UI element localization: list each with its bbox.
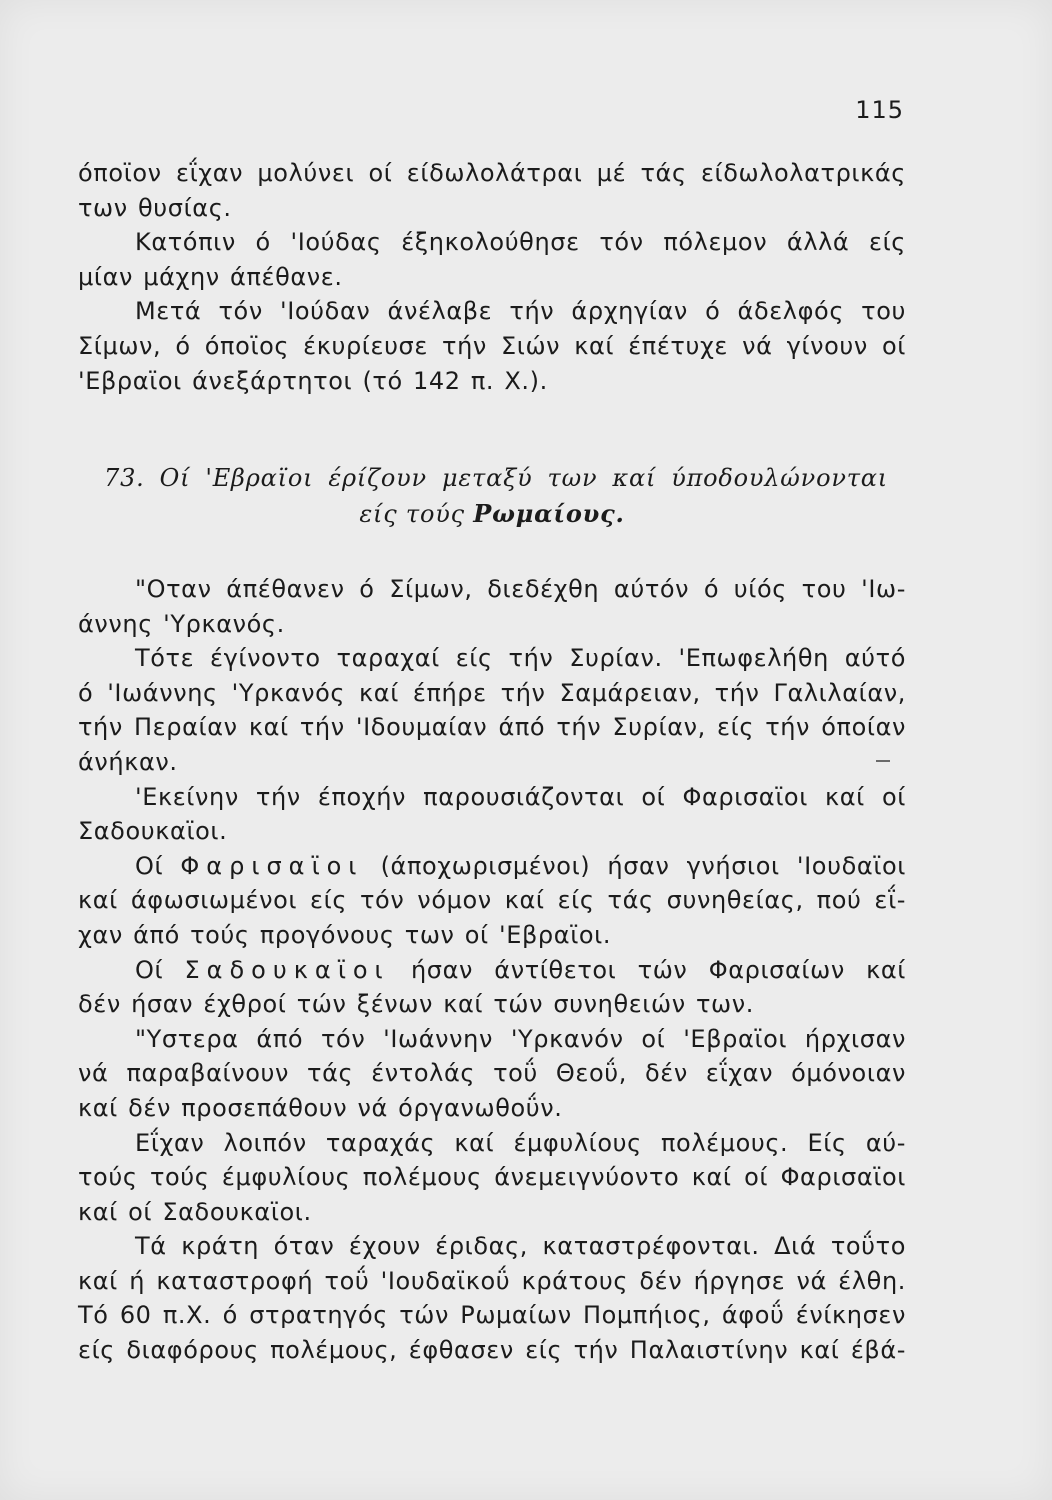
text-line: Εΐχαν λοιπόν ταραχάς καί έμφυλίους πολέμους. Είς αύ-: [135, 1128, 906, 1157]
text-line: Σίμων, ό όποϊος έκυρίευσε τήν Σιών καί έπέτυχε νά γίνουν οί: [78, 331, 906, 360]
paragraph-block-top: [78, 156, 906, 398]
heading-title-bold: Ρωμαίους.: [473, 499, 625, 528]
text-line: χαν άπό τούς προγόνους των οί 'Εβραϊοι.: [78, 920, 612, 949]
text-line: 'Εβραϊοι άνεξάρτητοι (τό 142 π. Χ.).: [78, 366, 548, 395]
section-heading: [78, 460, 906, 532]
text-line: καί ή καταστροφή τοΰ 'Ιουδαϊκοΰ κράτους δέν ήργησε νά έλθη.: [78, 1266, 906, 1295]
text-line: είς διαφόρους πολέμους, έφθασεν είς τήν Παλαιστίνην καί έβά-: [78, 1336, 906, 1365]
text-line: [78, 849, 906, 884]
sadducees-prefix: Οί: [135, 955, 164, 984]
heading-line-1: [78, 460, 906, 496]
paragraph-block-body: [78, 572, 906, 1368]
text-line: Τά κράτη όταν έχουν έριδας, καταστρέφονται. Διά τοΰτο: [135, 1232, 906, 1261]
text-line: των θυσίας.: [78, 193, 232, 222]
text-line: τούς τούς έμφυλίους πολέμους άνεμειγνύοντο καί οί Φαρισαϊοι: [78, 1163, 906, 1192]
page-number: 115: [855, 96, 904, 124]
text-line: καί δέν προσεπάθουν νά όργανωθοΰν.: [78, 1093, 563, 1122]
print-mark: [876, 760, 890, 762]
text-line: καί άφωσιωμένοι είς τόν νόμον καί είς τάς συνηθείας, πού εΐ-: [78, 886, 906, 915]
pharisees-definition: (άποχωρισμένοι) ήσαν γνήσιοι 'Ιουδαϊοι: [380, 851, 907, 880]
text-line: Σαδουκαϊοι.: [78, 817, 228, 846]
heading-line-2: [78, 496, 906, 532]
sadducees-term: Σαδουκαϊοι: [184, 955, 390, 984]
pharisees-prefix: Οί: [135, 851, 164, 880]
heading-title-part: είς τούς: [359, 500, 465, 528]
text-line: [78, 953, 906, 988]
text-line: Κατόπιν ό 'Ιούδας έξηκολούθησε τόν πόλεμον άλλά είς: [135, 228, 906, 257]
text-line: άννης 'Υρκανός.: [78, 609, 285, 638]
section-number: 73.: [104, 464, 145, 492]
text-line: ό 'Ιωάννης 'Υρκανός καί έπήρε τήν Σαμάρειαν, τήν Γαλιλαίαν,: [78, 678, 906, 707]
sadducees-definition: ήσαν άντίθετοι τών Φαρισαίων καί: [410, 955, 907, 984]
text-line: μίαν μάχην άπέθανε.: [78, 262, 343, 291]
text-line: "Υστερα άπό τόν 'Ιωάννην 'Υρκανόν οί 'Εβραϊοι ήρχισαν: [135, 1024, 906, 1053]
text-line: νά παραβαίνουν τάς έντολάς τοΰ Θεοΰ, δέν εΐχαν όμόνοιαν: [78, 1059, 906, 1088]
text-line: "Οταν άπέθανεν ό Σίμων, διεδέχθη αύτόν ό υίός του 'Ιω-: [135, 575, 906, 603]
text-line: καί οί Σαδουκαϊοι.: [78, 1197, 312, 1226]
heading-title-part: Οί 'Εβραϊοι έρίζουν μεταξύ των καί ύποδουλώνονται: [159, 464, 888, 492]
text-line: τήν Περαίαν καί τήν 'Ιδουμαίαν άπό τήν Συρίαν, είς τήν όποίαν: [78, 713, 906, 742]
text-line: Τότε έγίνοντο ταραχαί είς τήν Συρίαν. 'Επωφελήθη αύτό: [135, 644, 906, 673]
text-line: 'Εκείνην τήν έποχήν παρουσιάζονται οί Φαρισαϊοι καί οί: [135, 782, 906, 811]
pharisees-term: Φαρισαϊοι: [180, 851, 364, 880]
text-line: Μετά τόν 'Ιούδαν άνέλαβε τήν άρχηγίαν ό άδελφός του: [135, 297, 906, 326]
text-line: όποϊον εΐχαν μολύνει οί είδωλολάτραι μέ τάς είδωλολατρικάς: [78, 159, 906, 187]
text-line: άνήκαν.: [78, 747, 178, 776]
text-line: Τό 60 π.Χ. ό στρατηγός τών Ρωμαίων Πομπήιος, άφοΰ ένίκησεν: [78, 1301, 906, 1330]
text-line: δέν ήσαν έχθροί τών ξένων καί τών συνηθειών των.: [78, 990, 754, 1019]
